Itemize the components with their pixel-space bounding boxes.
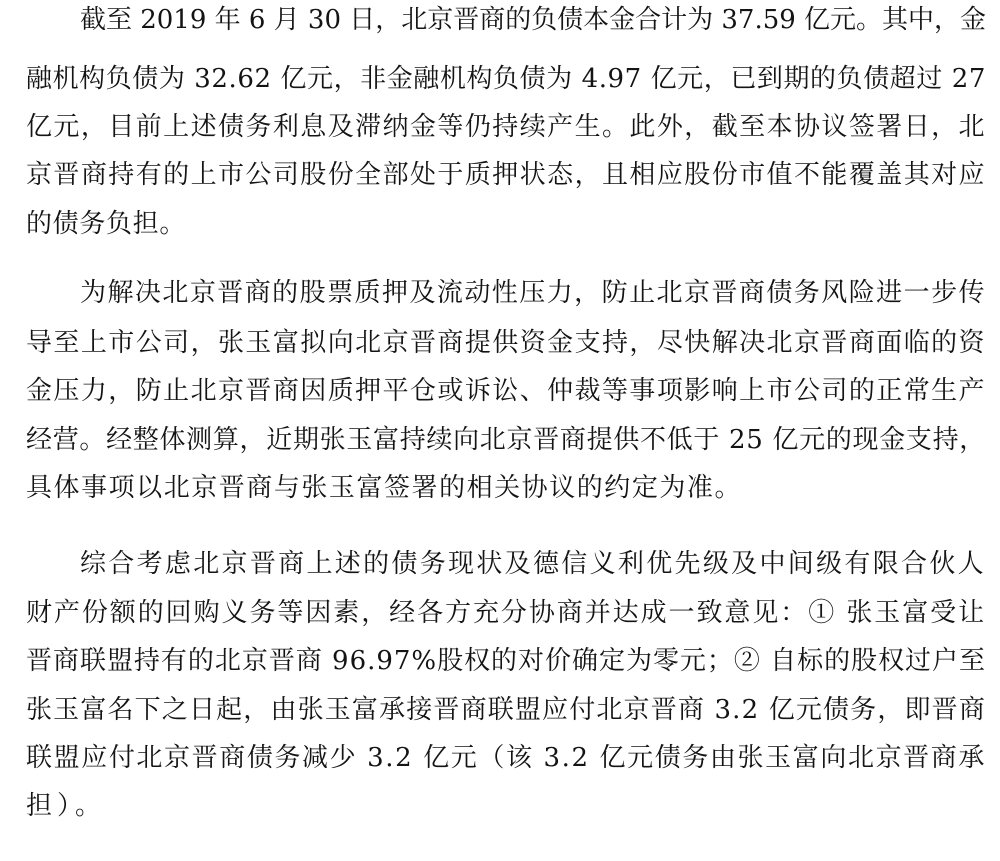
text-line: 金压力，防止北京晋商因质押平仓或诉讼、仲裁等事项影响上市公司的正常生产 [26, 376, 986, 406]
text-line: 综合考虑北京晋商上述的债务现状及德信义利优先级及中间级有限合伙人 [80, 549, 986, 579]
text-line: 亿元，目前上述债务利息及滞纳金等仍持续产生。此外，截至本协议签署日，北 [26, 112, 986, 142]
text-line: 担）。 [26, 791, 106, 821]
text-line: 联盟应付北京晋商债务减少 3.2 亿元（该 3.2 亿元债务由张玉富向北京晋商承 [26, 743, 986, 773]
text-line: 的债务负担。 [26, 209, 186, 239]
text-line: 财产份额的回购义务等因素，经各方充分协商并达成一致意见：① 张玉富受让 [26, 598, 986, 628]
text-line: 经营。经整体测算，近期张玉富持续向北京晋商提供不低于 25 亿元的现金支持， [26, 425, 986, 455]
text-line: 晋商联盟持有的北京晋商 96.97%股权的对价确定为零元；② 自标的股权过户至 [26, 646, 986, 676]
text-line: 为解决北京晋商的股票质押及流动性压力，防止北京晋商债务风险进一步传 [80, 278, 986, 308]
text-line: 导至上市公司，张玉富拟向北京晋商提供资金支持，尽快解决北京晋商面临的资 [26, 328, 986, 358]
text-line: 融机构负债为 32.62 亿元，非金融机构负债为 4.97 亿元，已到期的负债超过 27 [26, 64, 986, 94]
text-line: 张玉富名下之日起，由张玉富承接晋商联盟应付北京晋商 3.2 亿元债务，即晋商 [26, 695, 986, 725]
text-line: 京晋商持有的上市公司股份全部处于质押状态，且相应股份市值不能覆盖其对应 [26, 160, 986, 190]
text-line: 具体事项以北京晋商与张玉富签署的相关协议的约定为准。 [26, 473, 742, 503]
text-line: 截至 2019 年 6 月 30 日，北京晋商的负债本金合计为 37.59 亿元。其中，金 [80, 5, 986, 35]
